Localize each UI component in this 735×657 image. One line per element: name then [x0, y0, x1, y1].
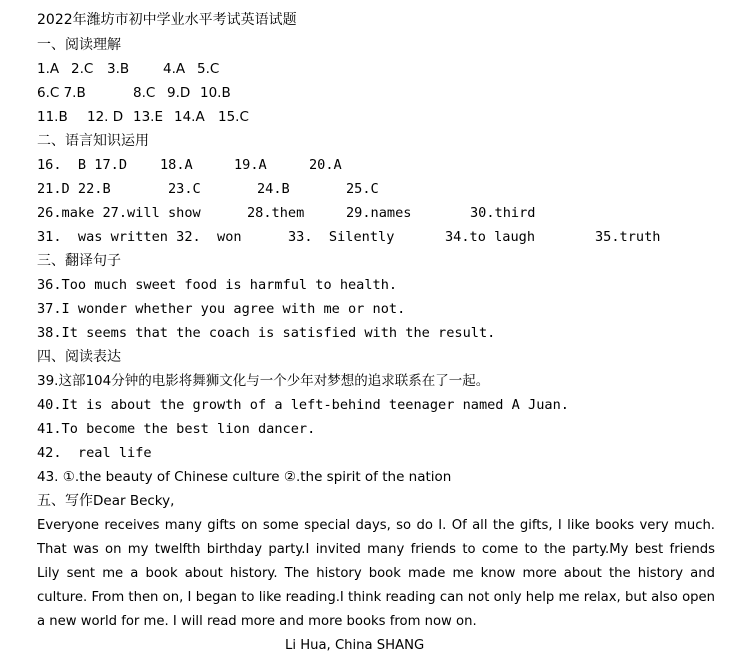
answer-3: 3.B [107, 61, 130, 77]
answer-35: 35.truth [595, 229, 661, 245]
answer-4: 4.A [163, 61, 186, 77]
answer-30: 30.third [470, 205, 536, 221]
reading-answers-row-1 [37, 59, 717, 79]
answer-25: 25.C [346, 181, 379, 197]
language-answers-row-2 [37, 179, 717, 199]
essay-body [37, 514, 715, 634]
letter-greeting: Dear Becky, [93, 493, 175, 509]
reading-answers-row-2 [37, 83, 717, 103]
answer-33: 33. Silently [288, 229, 395, 245]
document-title: 2022年潍坊市初中学业水平考试英语试题 [37, 12, 297, 28]
answer-26-27: 26.make 27.will show [37, 205, 201, 221]
letter-signature: Li Hua, China SHANG [285, 638, 425, 653]
answer-29: 29.names [346, 205, 412, 221]
answer-34: 34.to laugh [445, 229, 536, 245]
answer-14: 14.A [174, 109, 205, 125]
expression-answer-41: 41.To become the best lion dancer. [37, 421, 316, 437]
answer-6-7: 6.C 7.B [37, 85, 86, 101]
translation-answer-36: 36.Too much sweet food is harmful to health. [37, 277, 398, 293]
answer-23: 23.C [168, 181, 201, 197]
writing-heading-line [37, 491, 174, 511]
language-answers-row-3 [37, 203, 717, 223]
answer-15: 15.C [218, 109, 249, 125]
answer-18: 18.A [160, 157, 193, 173]
section-heading-expression: 四、阅读表达 [37, 349, 121, 365]
answer-11: 11.B [37, 109, 68, 125]
answer-8: 8.C [133, 85, 156, 101]
section-heading-language: 二、语言知识运用 [37, 133, 149, 149]
section-heading-writing: 五、写作 [37, 493, 93, 509]
answer-19: 19.A [234, 157, 267, 173]
expression-answer-39: 39.这部104分钟的电影将舞狮文化与一个少年对梦想的追求联系在了一起。 [37, 373, 490, 389]
essay-line: a new world for me. I will read more and more books from now on. [37, 614, 477, 629]
expression-answer-40: 40.It is about the growth of a left-behind teenager named A Juan. [37, 397, 569, 413]
language-answers-row-1 [37, 155, 717, 175]
essay-line: That was on my twelfth birthday party.I invited many friends to come to the party.My best friends [37, 542, 715, 557]
section-heading-reading: 一、阅读理解 [37, 37, 121, 53]
essay-line: Lily sent me a book about history. The history book made me know more about the history and [37, 566, 715, 581]
translation-answer-38: 38.It seems that the coach is satisfied with the result. [37, 325, 496, 341]
language-answers-row-4 [37, 227, 717, 247]
answer-13: 13.E [133, 109, 163, 125]
answer-21-22: 21.D 22.B [37, 181, 111, 197]
answer-2: 2.C [71, 61, 94, 77]
answer-20: 20.A [309, 157, 342, 173]
answer-5: 5.C [197, 61, 220, 77]
answer-10: 10.B [200, 85, 231, 101]
essay-line: culture. From then on, I began to like reading.I think reading can not only help me relax, but also open [37, 590, 715, 605]
answer-31-32: 31. was written 32. won [37, 229, 242, 245]
answer-1: 1.A [37, 61, 60, 77]
expression-answer-43: 43. ①.the beauty of Chinese culture ②.the spirit of the nation [37, 469, 452, 485]
answer-16-17: 16. B 17.D [37, 157, 128, 173]
section-heading-translation: 三、翻译句子 [37, 253, 121, 269]
answer-28: 28.them [247, 205, 305, 221]
answer-9: 9.D [167, 85, 191, 101]
answer-24: 24.B [257, 181, 290, 197]
answer-12: 12. D [87, 109, 124, 125]
reading-answers-row-3 [37, 107, 717, 127]
expression-answer-42: 42. real life [37, 445, 152, 461]
translation-answer-37: 37.I wonder whether you agree with me or not. [37, 301, 406, 317]
essay-line: Everyone receives many gifts on some special days, so do I. Of all the gifts, I like books very much. [37, 518, 715, 533]
